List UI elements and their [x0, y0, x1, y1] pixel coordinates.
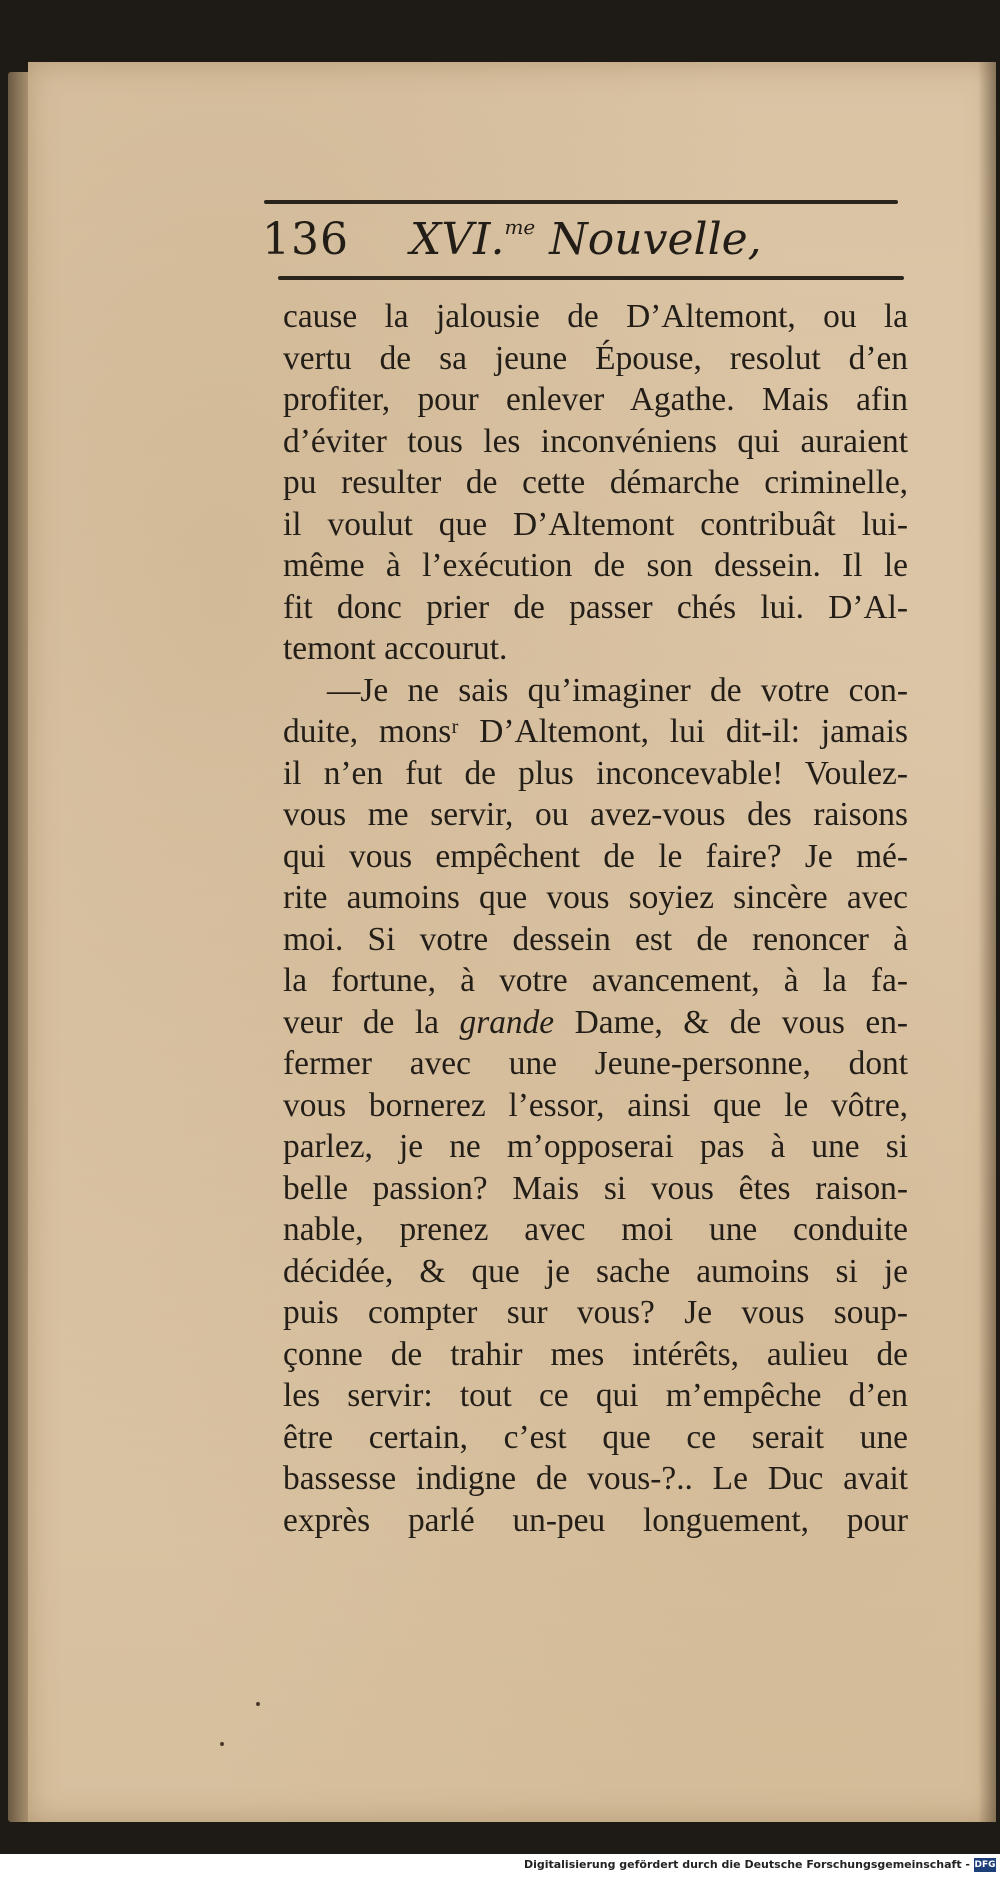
- text-line: vous bornerez l’essor, ainsi que le vôtre,: [283, 1086, 908, 1124]
- text-line-with-italic: [283, 1002, 908, 1044]
- text-line: d’éviter tous les inconvéniens qui auraient: [283, 422, 908, 460]
- body-text: [283, 296, 908, 1541]
- text-fragment: Dame, & de vous en-: [574, 1003, 909, 1041]
- dfg-logo: DFG: [974, 1860, 996, 1870]
- paper-speck: [256, 1702, 260, 1706]
- text-line: rite aumoins que vous soyiez sincère avec: [283, 879, 908, 916]
- running-title: [410, 214, 762, 265]
- text-line: bassesse indigne de vous-?.. Le Duc avait: [283, 1460, 908, 1497]
- text-line: temont accourut.: [283, 630, 508, 667]
- text-line: décidée, & que je sache aumoins si je: [283, 1252, 908, 1290]
- text-line: les servir: tout ce qui m’empêche d’en: [283, 1377, 908, 1414]
- header-rule-top: [264, 200, 898, 204]
- digitization-footer: [0, 1854, 1000, 1877]
- text-line: être certain, c’est que ce serait une: [283, 1418, 908, 1456]
- text-line: la fortune, à votre avancement, à la fa-: [283, 962, 908, 999]
- text-fragment: veur de la: [283, 1003, 439, 1041]
- text-line: même à l’exécution de son dessein. Il le: [283, 547, 908, 584]
- text-line: fit donc prier de passer chés lui. D’Al-: [283, 588, 908, 626]
- text-line: vertu de sa jeune Épouse, resolut d’en: [283, 339, 908, 377]
- text-line: belle passion? Mais si vous êtes raison-: [283, 1169, 908, 1207]
- running-head: [262, 212, 902, 274]
- text-line: —Je ne sais qu’imaginer de votre con-: [327, 671, 908, 709]
- funding-credit: Digitalisierung gefördert durch die Deutsche Forschungsgemeinschaft -: [523, 1858, 970, 1871]
- text-line: vous me servir, ou avez-vous des raisons: [283, 796, 908, 833]
- text-line: parlez, je ne m’opposerai pas à une si: [283, 1128, 908, 1165]
- text-line: il n’en fut de plus inconcevable! Voulez-: [283, 754, 908, 792]
- running-title-main: XVI.: [410, 214, 505, 265]
- text-line: moi. Si votre dessein est de renoncer à: [283, 920, 908, 958]
- text-line: exprès parlé un-peu longuement, pour: [283, 1501, 908, 1539]
- text-line: qui vous empêchent de le faire? Je mé-: [283, 837, 908, 875]
- text-line: duite, monsʳ D’Altemont, lui dit-il: jamais: [283, 713, 908, 750]
- text-line: il voulut que D’Altemont contribuât lui-: [283, 505, 908, 543]
- text-line: cause la jalousie de D’Altemont, ou la: [283, 298, 908, 335]
- running-title-rest: Nouvelle,: [535, 214, 762, 265]
- text-line: pu resulter de cette démarche criminelle,: [283, 464, 908, 501]
- text-line: nable, prenez avec moi une conduite: [283, 1211, 908, 1248]
- paper-speck: [220, 1742, 224, 1746]
- page-number: 136: [262, 214, 349, 265]
- italic-word: grande: [459, 1003, 555, 1041]
- text-line: profiter, pour enlever Agathe. Mais afin: [283, 381, 908, 418]
- header-rule-bottom: [278, 276, 904, 280]
- text-line: çonne de trahir mes intérêts, aulieu de: [283, 1335, 908, 1373]
- text-line: fermer avec une Jeune-personne, dont: [283, 1045, 908, 1082]
- page-shadow: [978, 62, 996, 1822]
- text-line: puis compter sur vous? Je vous soup-: [283, 1294, 908, 1331]
- running-title-superscript: me: [504, 215, 536, 239]
